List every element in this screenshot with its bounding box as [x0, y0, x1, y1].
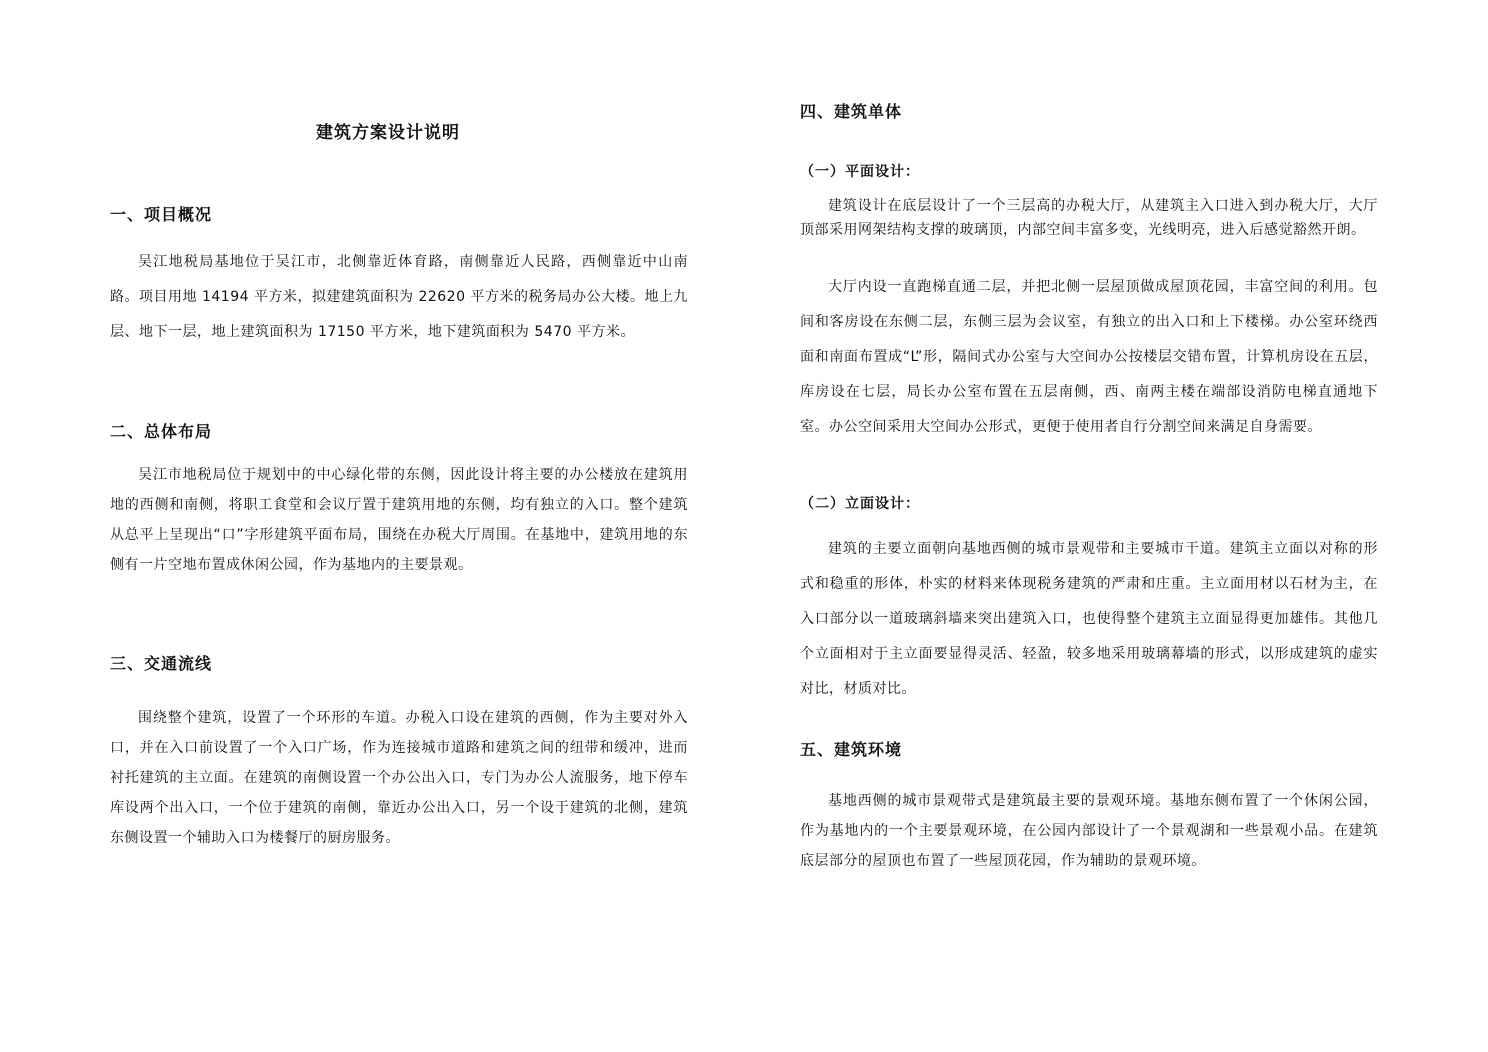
document-title: 建筑方案设计说明 [316, 123, 460, 143]
section-heading-building-unit: 四、建筑单体 [800, 102, 903, 121]
subheading-elevation-design: （二）立面设计： [800, 496, 920, 512]
section-heading-general-layout: 二、总体布局 [110, 422, 213, 441]
paragraph-building-environment: 基地西侧的城市景观带式是建筑最主要的景观环境。基地东侧布置了一个休闲公园，作为基地内的一个主要景观环境，在公园内部设计了一个景观湖和一些景观小品。在建筑底层部分的屋顶也布置了一些屋顶花园，作为辅助的景观环境。 [800, 793, 1378, 869]
section-heading-project-overview: 一、项目概况 [110, 205, 213, 224]
section-heading-traffic-flow: 三、交通流线 [110, 654, 213, 673]
paragraph-plan-design-1: 建筑设计在底层设计了一个三层高的办税大厅，从建筑主入口进入到办税大厅，大厅顶部采用网架结构支撑的玻璃顶，内部空间丰富多变，光线明亮，进入后感觉豁然开朗。 [800, 198, 1378, 238]
paragraph-project-overview: 吴江地税局基地位于吴江市，北侧靠近体育路，南侧靠近人民路，西侧靠近中山南路。项目用地 14194 平方米，拟建建筑面积为 22620 平方米的税务局办公大楼。地上九层、地下一层，地上建筑面积为 17150 平方米，地下建筑面积为 5470 平方米。 [110, 254, 688, 340]
paragraph-elevation-design: 建筑的主要立面朝向基地西侧的城市景观带和主要城市干道。建筑主立面以对称的形式和稳重的形体，朴实的材料来体现税务建筑的严肃和庄重。主立面用材以石材为主，在入口部分以一道玻璃斜墙来突出建筑入口，也使得整个建筑主立面显得更加雄伟。其他几个立面相对于主立面要显得灵活、轻盈，较多地采用玻璃幕墙的形式，以形成建筑的虚实对比，材质对比。 [800, 541, 1378, 697]
paragraph-traffic-flow: 围绕整个建筑，设置了一个环形的车道。办税入口设在建筑的西侧，作为主要对外入口，并在入口前设置了一个入口广场，作为连接城市道路和建筑之间的纽带和缓冲，进而衬托建筑的主立面。在建筑的南侧设置一个办公出入口，专门为办公人流服务，地下停车库设两个出入口，一个位于建筑的南侧，靠近办公出入口，另一个设于建筑的北侧，建筑东侧设置一个辅助入口为楼餐厅的厨房服务。 [110, 710, 688, 846]
paragraph-plan-design-2: 大厅内设一直跑梯直通二层，并把北侧一层屋顶做成屋顶花园，丰富空间的利用。包间和客房设在东侧二层，东侧三层为会议室，有独立的出入口和上下楼梯。办公室环绕西面和南面布置成“L”形，隔间式办公室与大空间办公按楼层交错布置，计算机房设在五层，库房设在七层，局长办公室布置在五层南侧，西、南两主楼在端部设消防电梯直通地下室。办公空间采用大空间办公形式，更便于使用者自行分割空间来满足自身需要。 [800, 279, 1378, 435]
section-heading-building-environment: 五、建筑环境 [800, 740, 903, 759]
subheading-plan-design: （一）平面设计： [800, 164, 920, 180]
paragraph-general-layout: 吴江市地税局位于规划中的中心绿化带的东侧，因此设计将主要的办公楼放在建筑用地的西侧和南侧，将职工食堂和会议厅置于建筑用地的东侧，均有独立的入口。整个建筑从总平上呈现出“口”字形建筑平面布局，围绕在办税大厅周围。在基地中，建筑用地的东侧有一片空地布置成休闲公园，作为基地内的主要景观。 [110, 467, 688, 573]
